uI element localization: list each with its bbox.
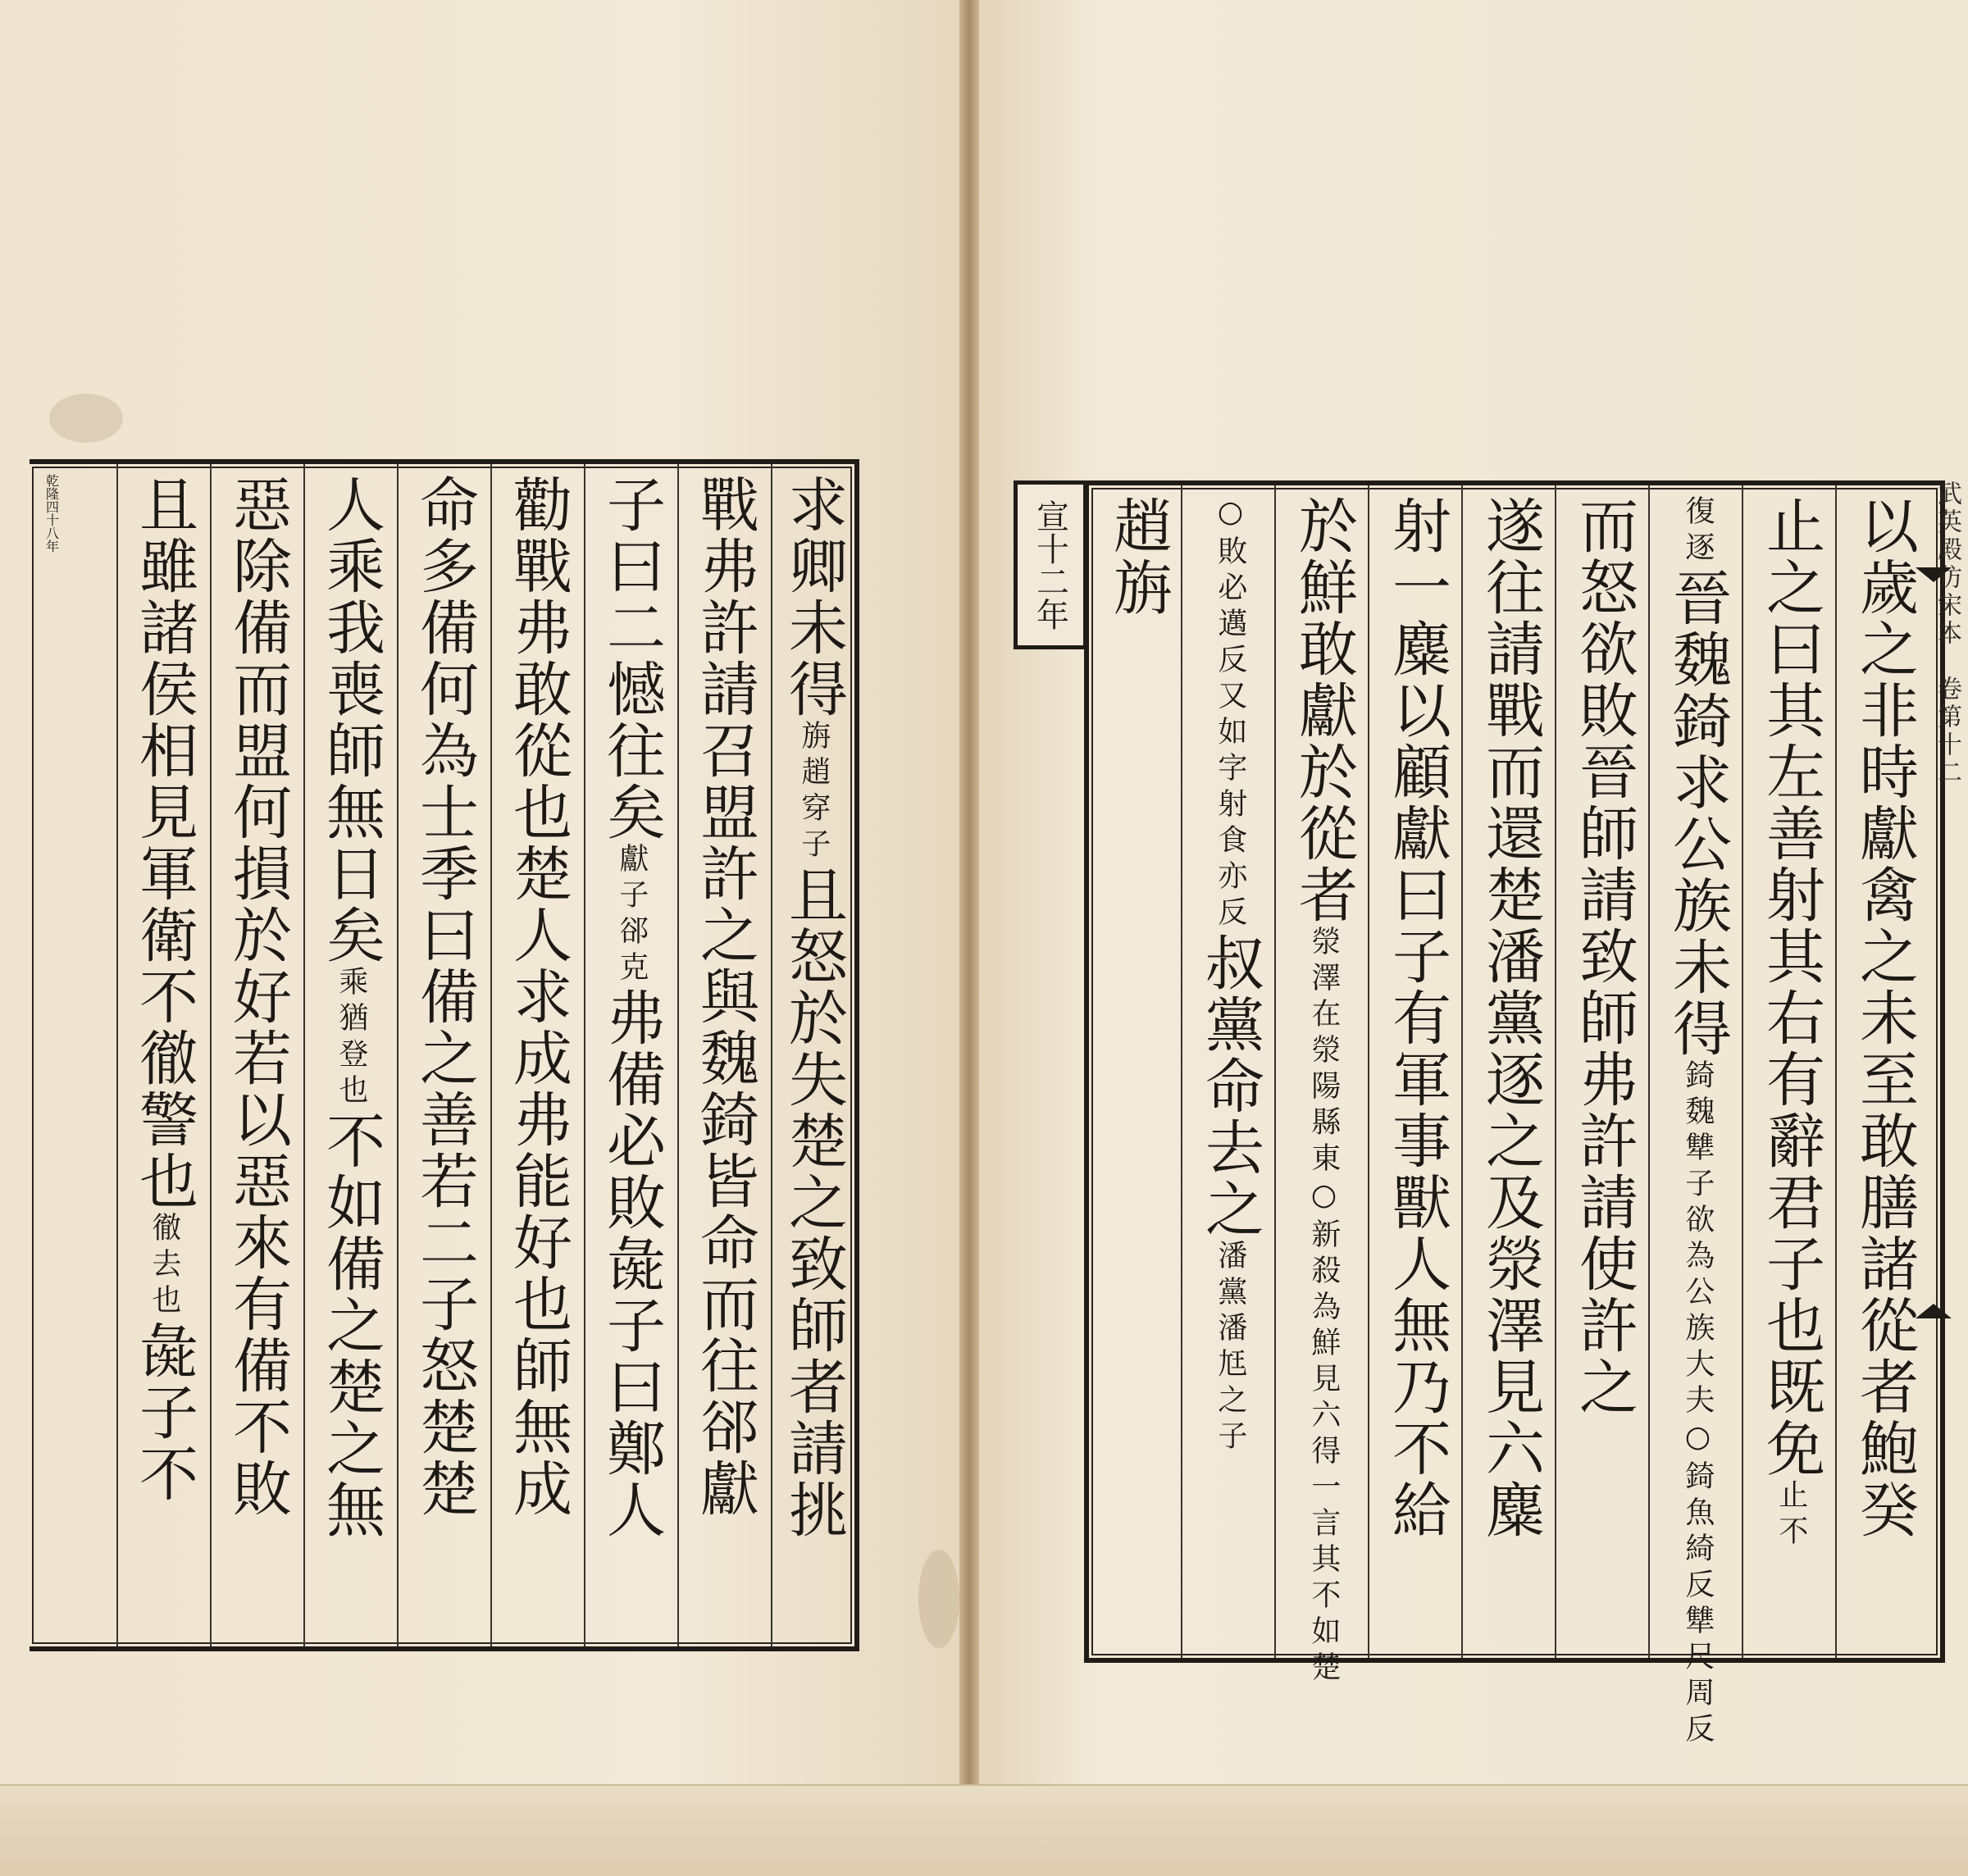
left-column-4: 勸戰弗敢從也楚人求成弗能好也師無成: [503, 474, 572, 1519]
left-edge-label: 乾隆四十八年: [43, 474, 60, 553]
book-gutter: [959, 0, 979, 1876]
left-text-frame: [30, 459, 859, 1651]
page-bottom-edge: [0, 1784, 1968, 1876]
paper-stain: [918, 1550, 959, 1648]
right-column-2: 止之曰其左善射其右有辭君子也既免 止不: [1756, 495, 1825, 1551]
right-column-1: 以歲之非時獻禽之未至敢膳諸從者鮑癸: [1850, 495, 1919, 1541]
right-column-7: 於鮮敢獻於從者 滎澤在滎陽縣東○新殺為鮮見六得一言其不如楚: [1289, 495, 1358, 1687]
left-column-2: 戰弗許請召盟許之與魏錡皆命而往郤獻: [690, 474, 759, 1519]
fishtail-mark-top: [1916, 567, 1952, 582]
fishtail-mark-bottom: [1916, 1304, 1952, 1318]
left-column-8: 且雖諸侯相見軍衛不徹警也 徹去也 彘子不: [130, 474, 198, 1505]
left-column-6: 人乘我喪師無日矣 乘猶登也 不如備之楚之無: [317, 474, 385, 1541]
right-column-3: 復逐 晉魏錡求公族未得 錡魏犨子欲為公族大夫○錡魚綺反犨尺周反: [1663, 495, 1732, 1749]
left-column-1: 求卿未得 旃趙穿子 且怒於失楚之致師者請挑: [779, 474, 848, 1541]
paper-stain: [49, 394, 123, 443]
left-column-3: 子曰二憾往矣 獻子郤克 弗備必敗彘子曰鄭人: [597, 474, 666, 1541]
right-column-6: 射一麋以顧獻曰子有軍事獸人無乃不給: [1383, 495, 1451, 1541]
right-column-4: 而怒欲敗晉師請致師弗許請使許之: [1569, 495, 1638, 1418]
fold-margin-label: 武英殿仿宋本 卷第十二: [1933, 480, 1961, 787]
left-column-5: 命多備何為士季曰備之善若二子怒楚楚: [410, 474, 479, 1519]
right-column-8: ○敗必邁反又如字射食亦反 叔黨命去之 潘黨潘尪之子: [1196, 495, 1264, 1456]
left-column-7: 惡除備而盟何損於好若以惡來有備不敗: [223, 474, 292, 1519]
right-text-frame: [1084, 480, 1945, 1749]
right-column-5: 遂往請戰而還楚潘黨逐之及滎澤見六麋: [1476, 495, 1545, 1541]
right-column-9: 趙旃: [1104, 495, 1173, 618]
chapter-title-box: 宣十二年: [1014, 480, 1087, 649]
